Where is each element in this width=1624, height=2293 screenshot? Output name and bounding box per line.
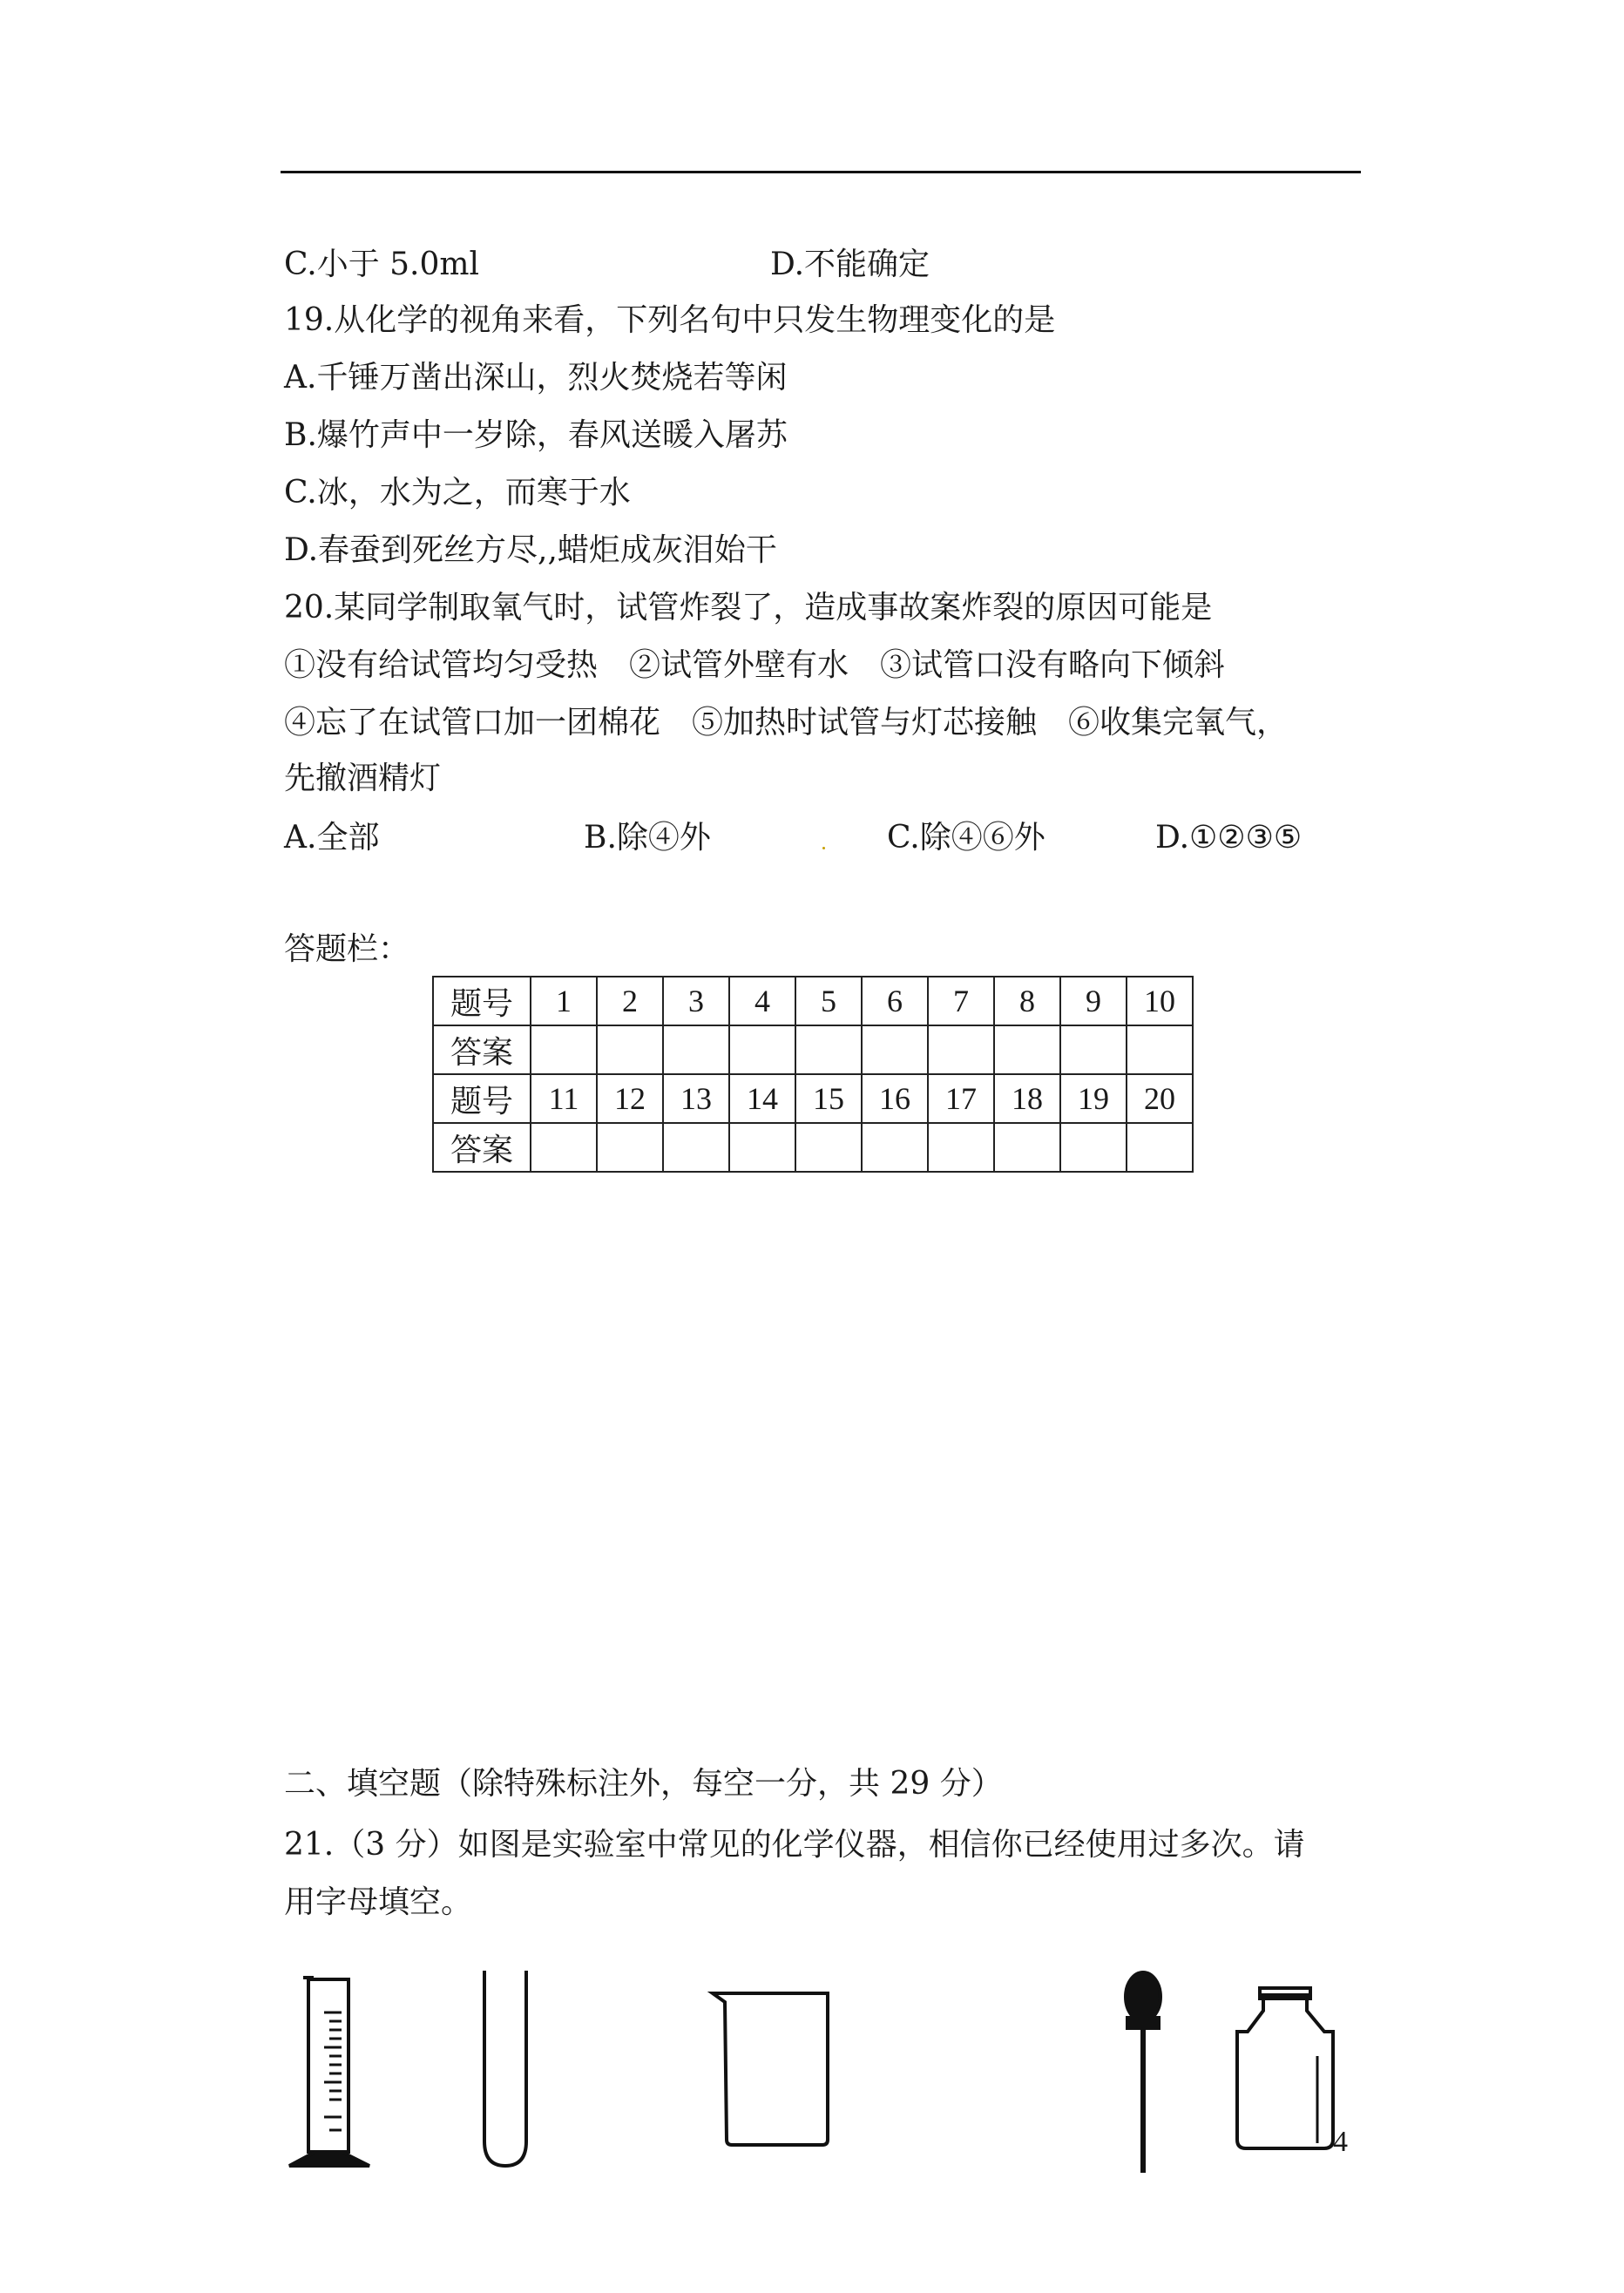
table-cell: 17 xyxy=(928,1074,994,1123)
q20-stem: 20.某同学制取氧气时，试管炸裂了，造成事故案炸裂的原因可能是 xyxy=(284,590,1213,626)
answer-cell[interactable] xyxy=(795,1025,862,1074)
q20-option-b: B.除④外 xyxy=(584,820,711,856)
q20-items-line-3: 先撤酒精灯 xyxy=(284,761,442,796)
q18-option-d: D.不能确定 xyxy=(770,247,930,282)
q21-line-2: 用字母填空。 xyxy=(284,1884,473,1920)
q20-items-line-2: ④忘了在试管口加一团棉花 ⑤加热时试管与灯芯接触 ⑥收集完氧气， xyxy=(284,705,1289,741)
lab-apparatus-figure xyxy=(279,1960,1411,2187)
answer-table xyxy=(432,976,1194,1173)
answer-cell[interactable] xyxy=(994,1123,1060,1172)
table-cell: 8 xyxy=(994,977,1060,1025)
answer-cell[interactable] xyxy=(795,1123,862,1172)
answer-cell[interactable] xyxy=(663,1025,729,1074)
table-cell: 题号 xyxy=(433,977,531,1025)
q19-stem: 19.从化学的视角来看，下列名句中只发生物理变化的是 xyxy=(284,302,1056,338)
table-cell: 5 xyxy=(795,977,862,1025)
answer-cell[interactable] xyxy=(1127,1123,1193,1172)
section-2-title: 二、填空题（除特殊标注外，每空一分，共 29 分） xyxy=(284,1766,1003,1802)
wide-mouth-bottle-icon xyxy=(1237,1988,1333,2148)
answer-cell[interactable] xyxy=(729,1025,795,1074)
print-speck xyxy=(822,847,825,849)
table-cell: 2 xyxy=(597,977,663,1025)
q19-option-a: A.千锤万凿出深山，烈火焚烧若等闲 xyxy=(284,360,788,396)
table-cell: 1 xyxy=(531,977,597,1025)
dropper-icon xyxy=(1126,1972,1160,2173)
test-tube-icon xyxy=(484,1971,526,2166)
q19-option-b: B.爆竹声中一岁除，春风送暖入屠苏 xyxy=(284,417,788,453)
answer-cell[interactable] xyxy=(531,1025,597,1074)
answer-cell[interactable] xyxy=(1060,1025,1127,1074)
answer-cell[interactable] xyxy=(1060,1123,1127,1172)
graduated-cylinder-icon xyxy=(289,1978,369,2166)
table-cell: 10 xyxy=(1127,977,1193,1025)
table-cell: 4 xyxy=(729,977,795,1025)
q20-option-d: D.①②③⑤ xyxy=(1155,820,1303,856)
table-cell: 答案 xyxy=(433,1025,531,1074)
table-row xyxy=(433,1123,1193,1172)
table-cell: 15 xyxy=(795,1074,862,1123)
table-row xyxy=(433,977,1193,1025)
answer-cell[interactable] xyxy=(862,1123,928,1172)
answer-cell[interactable] xyxy=(928,1025,994,1074)
q18-option-c: C.小于 5.0ml xyxy=(284,247,480,282)
table-cell: 11 xyxy=(531,1074,597,1123)
beaker-icon xyxy=(713,1993,828,2145)
q20-option-a: A.全部 xyxy=(284,820,380,856)
answer-cell[interactable] xyxy=(531,1123,597,1172)
q21-line-1: 21.（3 分）如图是实验室中常见的化学仪器，相信你已经使用过多次。请 xyxy=(284,1827,1305,1863)
table-cell: 13 xyxy=(663,1074,729,1123)
answer-cell[interactable] xyxy=(1127,1025,1193,1074)
answer-cell[interactable] xyxy=(729,1123,795,1172)
table-cell: 6 xyxy=(862,977,928,1025)
table-row xyxy=(433,1025,1193,1074)
table-cell: 答案 xyxy=(433,1123,531,1172)
table-cell: 题号 xyxy=(433,1074,531,1123)
answer-cell[interactable] xyxy=(862,1025,928,1074)
table-row xyxy=(433,1074,1193,1123)
table-cell: 7 xyxy=(928,977,994,1025)
answer-cell[interactable] xyxy=(597,1123,663,1172)
q20-option-c: C.除④⑥外 xyxy=(887,820,1045,856)
q19-option-c: C.冰，水为之，而寒于水 xyxy=(284,475,631,511)
table-cell: 19 xyxy=(1060,1074,1127,1123)
table-cell: 20 xyxy=(1127,1074,1193,1123)
q20-items-line-1: ①没有给试管均匀受热 ②试管外壁有水 ③试管口没有略向下倾斜 xyxy=(284,647,1226,683)
table-cell: 12 xyxy=(597,1074,663,1123)
header-rule xyxy=(281,171,1361,173)
q19-option-d: D.春蚕到死丝方尽,,蜡炬成灰泪始干 xyxy=(284,532,777,568)
answer-cell[interactable] xyxy=(994,1025,1060,1074)
table-cell: 18 xyxy=(994,1074,1060,1123)
answer-cell[interactable] xyxy=(597,1025,663,1074)
answer-cell[interactable] xyxy=(928,1123,994,1172)
table-cell: 14 xyxy=(729,1074,795,1123)
table-cell: 9 xyxy=(1060,977,1127,1025)
table-cell: 3 xyxy=(663,977,729,1025)
answer-cell[interactable] xyxy=(663,1123,729,1172)
table-cell: 16 xyxy=(862,1074,928,1123)
answer-bar-label: 答题栏： xyxy=(284,931,410,967)
page-number: 4 xyxy=(1333,2126,1348,2158)
